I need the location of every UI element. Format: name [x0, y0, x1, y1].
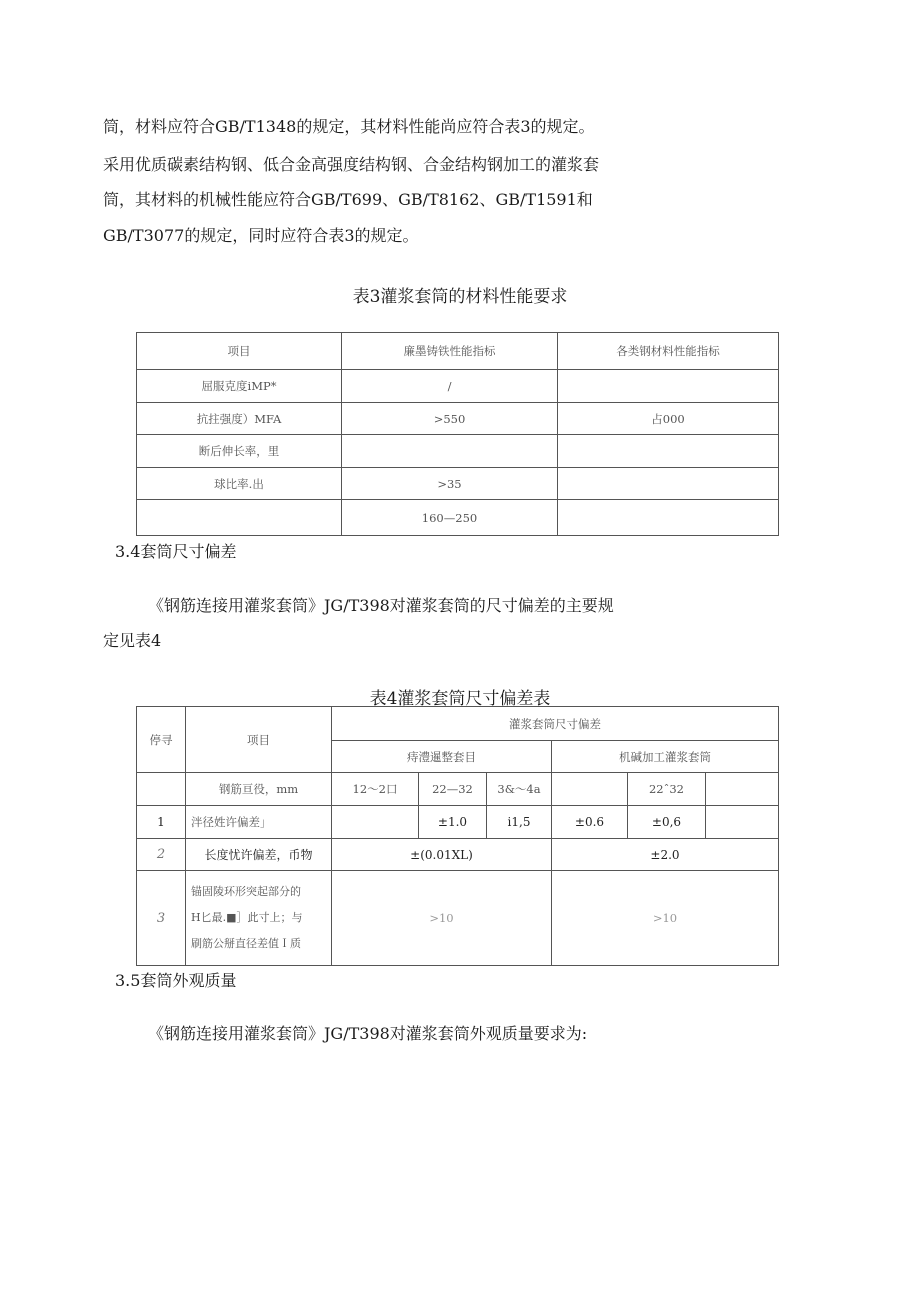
table-header: 廉墨铸铁性能指标 — [342, 333, 558, 370]
table-cell: ±0,6 — [628, 806, 706, 839]
machined-tolerance: ±2.0 — [552, 839, 779, 871]
row-number: 3 — [137, 871, 186, 966]
table-cell — [552, 773, 628, 806]
row-item-line: 锚固陵环形突起部分的 — [191, 885, 301, 898]
table-cell: 球比率.出 — [137, 468, 342, 500]
table-cell: 160—250 — [342, 500, 558, 536]
dimension-tolerance-table — [136, 706, 779, 966]
table-cell — [706, 773, 779, 806]
table-cell — [706, 806, 779, 839]
table-header: 各类钢材料性能指标 — [558, 333, 779, 370]
cast-tolerance: >10 — [332, 871, 552, 966]
table-cell: 屈服克度iMP* — [137, 370, 342, 403]
machined-sleeve-header: 机碱加工灌浆套筒 — [552, 741, 779, 773]
body-paragraph: 《钢筋连接用灌浆套筒》JG/T398对灌浆套筒的尺寸偏差的主要规 — [148, 596, 614, 615]
table-cell: >550 — [342, 403, 558, 435]
machined-tolerance: >10 — [552, 871, 779, 966]
body-paragraph: GB/T3077的规定，同时应符合表3的规定。 — [103, 226, 419, 245]
table-cell — [558, 500, 779, 536]
table-cell: i1,5 — [487, 806, 552, 839]
cast-sleeve-header: 痔澧暹整套目 — [332, 741, 552, 773]
table-cell — [137, 500, 342, 536]
table-cell: >35 — [342, 468, 558, 500]
body-paragraph: 《钢筋连接用灌浆套筒》JG/T398对灌浆套筒外观质量要求为: — [148, 1024, 588, 1043]
seq-header: 停寻 — [137, 707, 186, 773]
table-cell — [558, 435, 779, 468]
table-cell: 占000 — [558, 403, 779, 435]
table-cell: 12〜2口 — [332, 773, 419, 806]
table-cell: 22—32 — [419, 773, 487, 806]
table-cell: ±0.6 — [552, 806, 628, 839]
table3-caption: 表3灌浆套筒的材料性能要求 — [352, 287, 568, 307]
table-cell: 断后伸长率，里 — [137, 435, 342, 468]
row-item — [186, 871, 332, 966]
row-item: 泮径姓许偏差」 — [186, 806, 332, 839]
row-item-line: 刷筋公掰直径差值Ｉ质 — [191, 937, 301, 950]
row-number: 2 — [137, 839, 186, 871]
row-item-line: H匕最.■］此寸上；与 — [191, 911, 303, 924]
rebar-diameter-label: 钢筋亘役，mm — [186, 773, 332, 806]
body-paragraph: 采用优质碳素结构钢、低合金高强度结构钢、合金结构钢加工的灌浆套 — [103, 155, 600, 174]
section-heading: 3.4套筒尺寸偏差 — [115, 542, 237, 561]
tolerance-header: 灌浆套筒尺寸偏差 — [332, 707, 779, 741]
table-cell: 抗拄强度）MFA — [137, 403, 342, 435]
table4-caption: 表4灌浆套筒尺寸偏差表 — [369, 689, 551, 709]
table-cell — [332, 806, 419, 839]
table-cell — [558, 468, 779, 500]
body-paragraph: 定见表4 — [103, 631, 162, 650]
table-cell: ±1.0 — [419, 806, 487, 839]
table-cell — [558, 370, 779, 403]
table-cell — [342, 435, 558, 468]
section-heading: 3.5套筒外观质量 — [115, 971, 237, 990]
table-header: 项目 — [137, 333, 342, 370]
material-properties-table — [136, 332, 779, 536]
table-cell: 22ˆ32 — [628, 773, 706, 806]
body-paragraph: 筒，材料应符合GB/T1348的规定，其材料性能尚应符合表3的规定。 — [103, 117, 595, 136]
item-header: 项目 — [186, 707, 332, 773]
table-cell: 3&〜4a — [487, 773, 552, 806]
cast-tolerance: ±(0.01XL) — [332, 839, 552, 871]
table-cell: / — [342, 370, 558, 403]
row-number: 1 — [137, 806, 186, 839]
row-item: 长度忧许偏差，币物 — [186, 839, 332, 871]
body-paragraph: 筒，其材料的机械性能应符合GB/T699、GB/T8162、GB/T1591和 — [103, 190, 593, 209]
table-cell — [137, 773, 186, 806]
